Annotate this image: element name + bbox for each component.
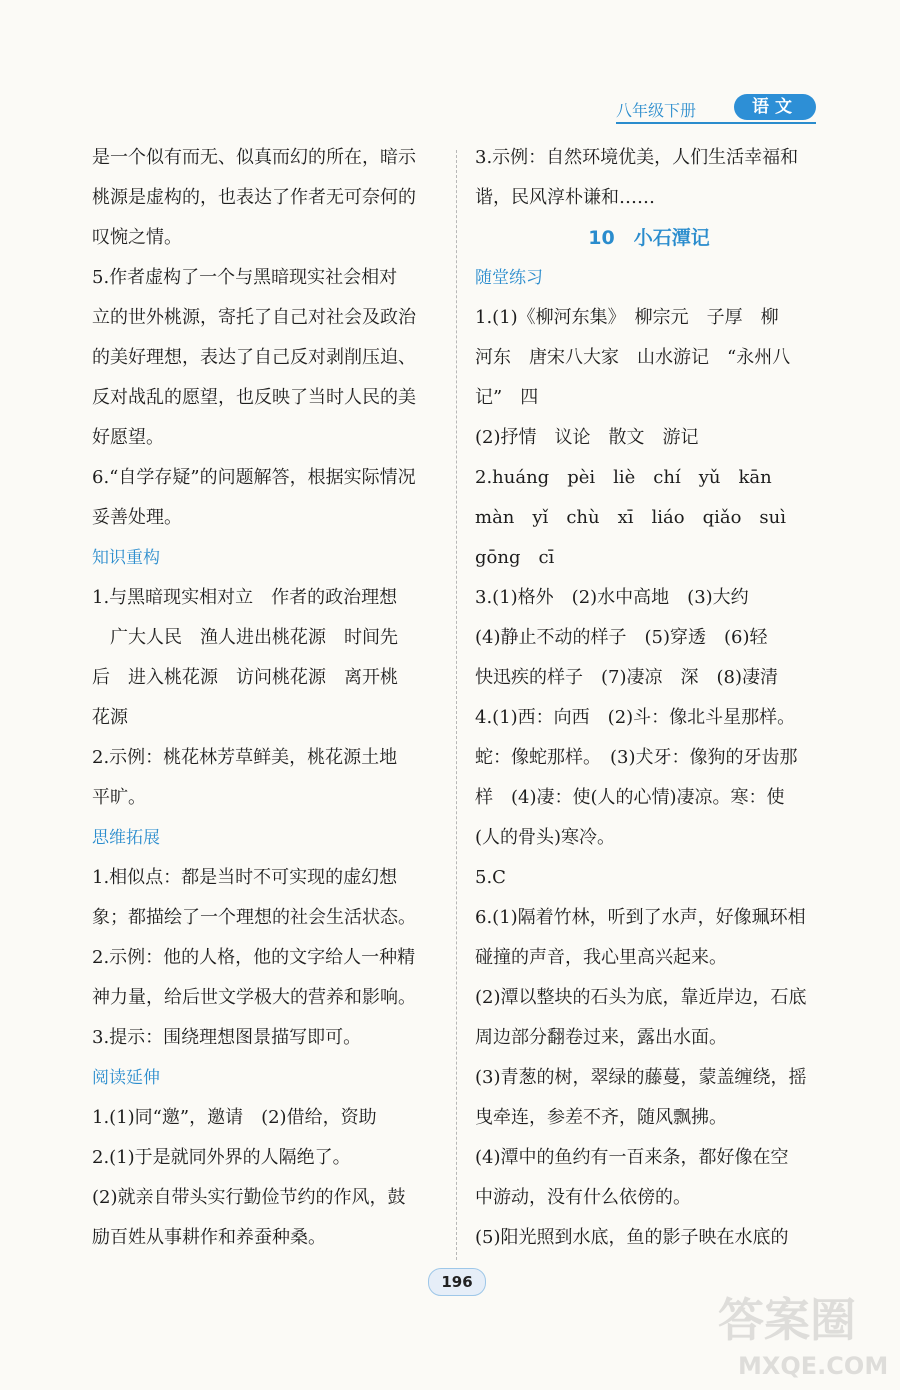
left-text-line: 神力量，给后世文学极大的营养和影响。 — [92, 987, 416, 1008]
left-text-line: 好愿望。 — [92, 427, 164, 448]
left-text-line: 象；都描绘了一个理想的社会生活状态。 — [92, 907, 416, 928]
left-text-line: 2.(1)于是就同外界的人隔绝了。 — [92, 1147, 351, 1168]
left-text-line: 反对战乱的愿望，也反映了当时人民的美 — [92, 387, 416, 408]
left-text-line: 1.相似点：都是当时不可实现的虚幻想 — [92, 867, 398, 888]
left-text-line: 叹惋之情。 — [92, 227, 182, 248]
left-text-line: 立的世外桃源，寄托了自己对社会及政治 — [92, 307, 416, 328]
right-text-line: 2.huáng pèi liè chí yǔ kān — [475, 467, 772, 488]
left-section-heading: 知识重构 — [92, 548, 160, 568]
left-text-line: 妥善处理。 — [92, 507, 182, 528]
left-text-line: 广大人民 渔人进出桃花源 时间先 — [92, 627, 398, 648]
left-text-line: (2)就亲自带头实行勤俭节约的作风，鼓 — [92, 1187, 406, 1208]
left-text-line: 5.作者虚构了一个与黑暗现实社会相对 — [92, 267, 398, 288]
right-text-line: 碰撞的声音，我心里高兴起来。 — [475, 947, 727, 968]
right-text-line: 4.(1)西：向西 (2)斗：像北斗星那样。 — [475, 707, 796, 728]
left-text-line: 是一个似有而无、似真而幻的所在，暗示 — [92, 147, 416, 168]
right-text-line: 河东 唐宋八大家 山水游记 “永州八 — [475, 347, 791, 368]
left-text-line: 3.提示：围绕理想图景描写即可。 — [92, 1027, 362, 1048]
lesson-title: 10 小石潭记 — [588, 227, 710, 249]
right-text-line: 谐，民风淳朴谦和…… — [475, 187, 655, 208]
right-text-line: (人的骨头)寒冷。 — [475, 827, 616, 848]
right-section-heading: 随堂练习 — [475, 268, 543, 288]
right-text-line: 记” 四 — [475, 387, 539, 408]
left-text-line: 花源 — [92, 707, 128, 728]
left-text-line: 后 进入桃花源 访问桃花源 离开桃 — [92, 667, 398, 688]
left-text-line: 2.示例：他的人格，他的文字给人一种精 — [92, 947, 416, 968]
left-text-line: 2.示例：桃花林芳草鲜美，桃花源土地 — [92, 747, 398, 768]
right-text-line: 蛇：像蛇那样。 (3)犬牙：像狗的牙齿那 — [475, 747, 798, 768]
right-text-line: 周边部分翻卷过来，露出水面。 — [475, 1027, 727, 1048]
subject-badge: 语文 — [734, 94, 816, 120]
right-text-line: 1.(1)《柳河东集》 柳宗元 子厚 柳 — [475, 307, 779, 328]
right-text-line: (2)潭以整块的石头为底，靠近岸边，石底 — [475, 987, 807, 1008]
right-column — [475, 138, 823, 1258]
page-number: 196 — [428, 1268, 486, 1296]
right-text-line: 曳牵连，参差不齐，随风飘拂。 — [475, 1107, 727, 1128]
left-text-line: 1.与黑暗现实相对立 作者的政治理想 — [92, 587, 398, 608]
right-text-line: (5)阳光照到水底，鱼的影子映在水底的 — [475, 1227, 789, 1248]
left-text-line: 6.“自学存疑”的问题解答，根据实际情况 — [92, 467, 416, 488]
right-text-line: 快迅疾的样子 (7)凄凉 深 (8)凄清 — [475, 667, 778, 688]
right-text-line: 样 (4)凄：使(人的心情)凄凉。寒：使 — [475, 787, 785, 808]
left-text-line: 励百姓从事耕作和养蚕种桑。 — [92, 1227, 326, 1248]
right-text-line: (2)抒情 议论 散文 游记 — [475, 427, 699, 448]
left-text-line: 的美好理想，表达了自己反对剥削压迫、 — [92, 347, 416, 368]
left-text-line: 平旷。 — [92, 787, 146, 808]
right-text-line: 6.(1)隔着竹林，听到了水声，好像珮环相 — [475, 907, 806, 928]
right-text-line: 3.(1)格外 (2)水中高地 (3)大约 — [475, 587, 749, 608]
watermark-logo — [698, 1286, 888, 1382]
right-text-line: 3.示例：自然环境优美，人们生活幸福和 — [475, 147, 799, 168]
watermark-site-text: MXQE.COM — [738, 1352, 888, 1380]
right-text-line: gōng cī — [475, 547, 555, 568]
right-text-line: (4)潭中的鱼约有一百来条，都好像在空 — [475, 1147, 789, 1168]
page-header — [616, 92, 816, 128]
right-text-line: (3)青葱的树，翠绿的藤蔓，蒙盖缠绕，摇 — [475, 1067, 807, 1088]
right-text-line: 中游动，没有什么依傍的。 — [475, 1187, 691, 1208]
right-text-line: 5.C — [475, 867, 506, 888]
left-section-heading: 阅读延伸 — [92, 1068, 160, 1088]
header-rule — [616, 122, 816, 124]
left-text-line: 桃源是虚构的，也表达了作者无可奈何的 — [92, 187, 416, 208]
right-text-line: màn yǐ chù xī liáo qiǎo suì — [475, 507, 787, 528]
right-text-line: (4)静止不动的样子 (5)穿透 (6)轻 — [475, 627, 768, 648]
grade-label: 八年级下册 — [616, 101, 697, 120]
left-section-heading: 思维拓展 — [92, 828, 160, 848]
left-column — [92, 138, 438, 1258]
column-divider — [456, 150, 457, 1260]
left-text-line: 1.(1)同“邀”，邀请 (2)借给，资助 — [92, 1107, 377, 1128]
watermark-logo-text: 答案圈 — [718, 1293, 856, 1347]
